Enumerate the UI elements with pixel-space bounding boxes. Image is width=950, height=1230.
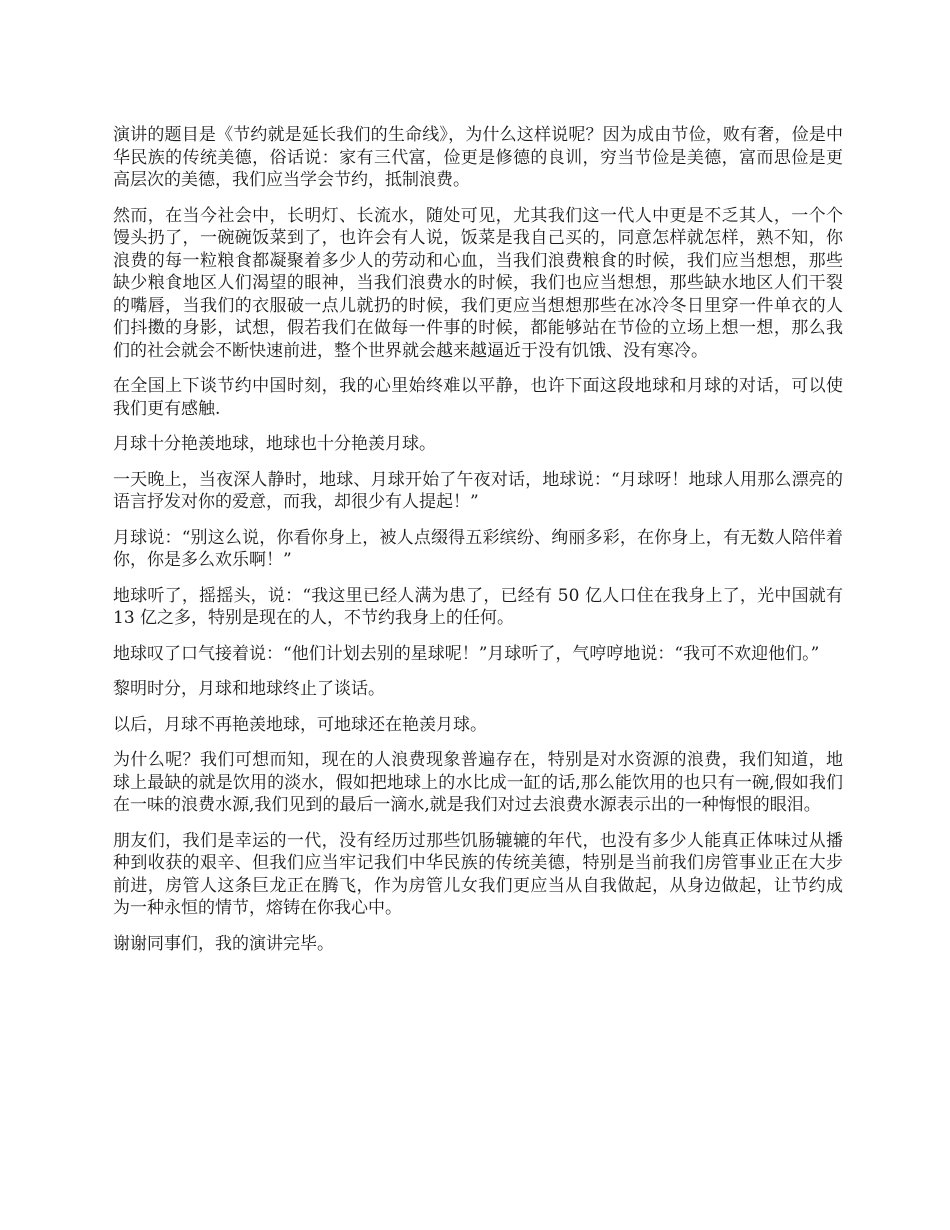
paragraph-waste: 然而，在当今社会中，长明灯、长流水，随处可见，尤其我们这一代人中更是不乏其人，一个个馒头扔了，一碗碗饭菜到了，也许会有人说，饭菜是我自己买的，同意怎样就怎样，熟不知，你浪费的每一粒粮食都凝聚着多少人的劳动和心血，当我们浪费粮食的时候，我们应当想想，那些缺少粮食地区人们渴望的眼神，当我们浪费水的时候，我们也应当想想，那些缺水地区人们干裂的嘴唇，当我们的衣服破一点儿就扔的时候，我们更应当想想那些在冰冷冬日里穿一件单衣的人们抖擞的身影，试想，假若我们在做每一件事的时候，都能够站在节俭的立场上想一想，那么我们的社会就会不断快速前进，整个世界就会越来越逼近于没有饥饿、没有寒冷。 [113,205,843,361]
paragraph-friends: 朋友们，我们是幸运的一代，没有经历过那些饥肠辘辘的年代，也没有多少人能真正体味过从播种到收获的艰辛、但我们应当牢记我们中华民族的传统美德，特别是当前我们房管事业正在大步前进，房管人这条巨龙正在腾飞，作为房管儿女我们更应当从自我做起，从身边做起，让节约成为一种永恒的情节，熔铸在你我心中。 [113,830,843,918]
paragraph-intro: 演讲的题目是《节约就是延长我们的生命线》，为什么这样说呢？因为成由节俭，败有奢，俭是中华民族的传统美德，俗话说：家有三代富，俭更是修德的良训，穷当节俭是美德，富而思俭是更高层次的美德，我们应当学会节约，抵制浪费。 [113,125,843,190]
paragraph-earth-speaks: 一天晚上，当夜深人静时，地球、月球开始了午夜对话，地球说：“月球呀！地球人用那么漂亮的语言抒发对你的爱意，而我，却很少有人提起！” [113,469,843,512]
paragraph-moon-speaks: 月球说：“别这么说，你看你身上，被人点缀得五彩缤纷、绚丽多彩，在你身上，有无数人陪伴着你，你是多么欢乐啊！” [113,527,843,570]
paragraph-earth-population: 地球听了，摇摇头，说：“我这里已经人满为患了，已经有 50 亿人口住在我身上了，光中国就有 13 亿之多，特别是现在的人，不节约我身上的任何。 [113,585,843,628]
paragraph-closing: 谢谢同事们，我的演讲完毕。 [113,933,334,954]
speech-body [113,124,843,968]
paragraph-envy: 月球十分艳羡地球，地球也十分艳羡月球。 [113,434,436,454]
paragraph-dialogue-lead: 在全国上下谈节约中国时刻，我的心里始终难以平静，也许下面这段地球和月球的对话，可以使我们更有感触. [113,376,843,419]
paragraph-water: 为什么呢？我们可想而知，现在的人浪费现象普遍存在，特别是对水资源的浪费，我们知道，地球上最缺的就是饮用的淡水，假如把地球上的水比成一缸的话,那么能饮用的也只有一碗,假如我们在一味的浪费水源,我们见到的最后一滴水,就是我们对过去浪费水源表示出的一种悔恨的眼泪。 [113,750,843,815]
paragraph-afterwards: 以后，月球不再艳羡地球，可地球还在艳羡月球。 [113,714,487,735]
paragraph-dawn: 黎明时分，月球和地球终止了谈话。 [113,679,385,699]
paragraph-earth-sighs: 地球叹了口气接着说：“他们计划去别的星球呢！”月球听了，气哼哼地说：“我可不欢迎他们。” [113,643,820,664]
